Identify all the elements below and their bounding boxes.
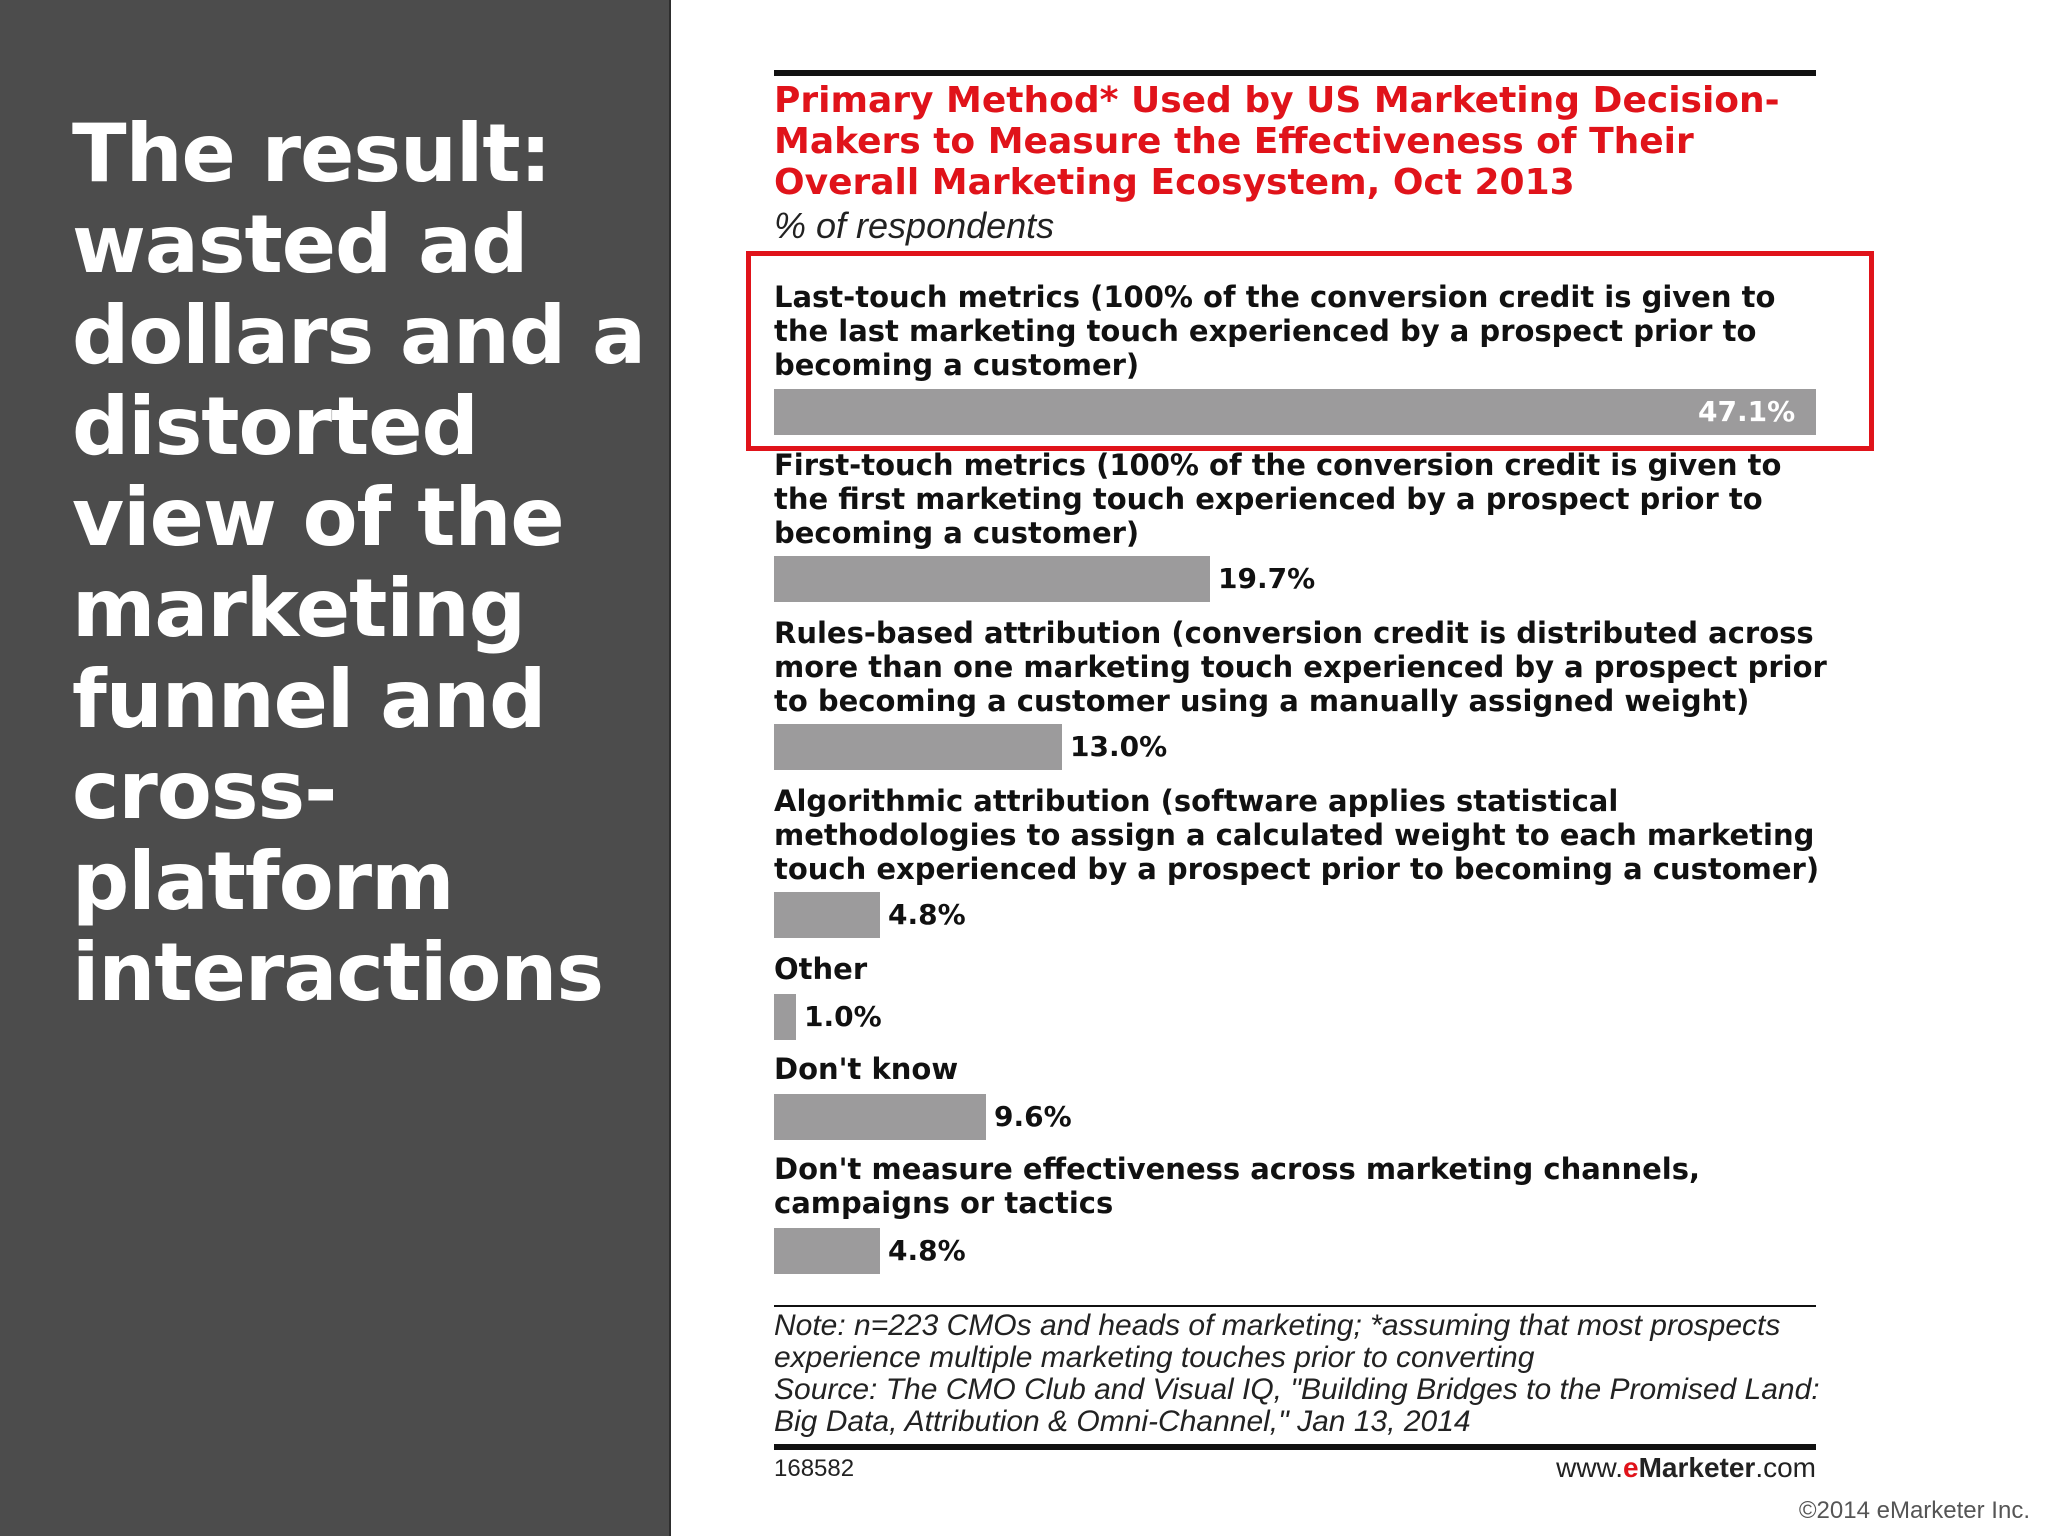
chart-id: 168582 [774,1455,855,1482]
chart-note [774,1310,1834,1438]
category-label: Rules-based attribution (conversion credit is distributed across more than one marketing touch experienced by a prospect prior to becoming a customer using a manually assigned weight) [774,616,1827,718]
note-rule [774,1305,1816,1307]
category-label: Algorithmic attribution (software applies statistical methodologies to assign a calculated weight to each marketing touch experienced by a prospect prior to becoming a customer) [774,784,1820,886]
category-label: First-touch metrics (100% of the conversion credit is given to the first marketing touch experienced by a prospect prior to becoming a customer) [774,448,1782,550]
value-label: 47.1% [1698,395,1796,428]
value-label: 1.0% [804,1000,882,1033]
bottom-rule [774,1444,1816,1450]
bar [774,1228,880,1274]
source-text: Source: The CMO Club and Visual IQ, "Building Bridges to the Promised Land: Big Data, Attribution & Omni-Channel," Jan 13, 2014 [774,1373,1820,1438]
bar [774,556,1210,602]
site-suffix: .com [1755,1452,1816,1483]
bar [774,892,880,938]
category-label: Don't measure effectiveness across marketing channels, campaigns or tactics [774,1152,1700,1220]
value-label: 13.0% [1070,730,1168,763]
bar [774,389,1816,435]
value-label: 4.8% [888,1234,966,1267]
value-label: 19.7% [1218,562,1316,595]
bar [774,1094,986,1140]
chart-subtitle: % of respondents [774,205,1055,246]
site-brand: Marketer [1638,1452,1756,1483]
value-label: 9.6% [994,1100,1072,1133]
bar [774,994,796,1040]
site-url[interactable] [1556,1452,1816,1484]
chart-title: Primary Method* Used by US Marketing Decision-Makers to Measure the Effectiveness of Their Overall Marketing Ecosystem, Oct 2013 [774,80,1780,203]
top-rule [774,70,1816,76]
copyright: ©2014 eMarketer Inc. [1798,1497,2030,1524]
category-label: Don't know [774,1052,959,1086]
category-label: Other [774,952,868,986]
note-text: Note: n=223 CMOs and heads of marketing; *assuming that most prospects experience multiple marketing touches prior to converting [774,1309,1781,1374]
slide-headline: The result: wasted ad dollars and a distorted view of the marketing funnel and cross-platform interactions [72,107,646,1019]
category-label: Last-touch metrics (100% of the conversion credit is given to the last marketing touch experienced by a prospect prior to becoming a customer) [774,280,1776,382]
value-label: 4.8% [888,898,966,931]
site-e: e [1623,1452,1639,1483]
bar [774,724,1062,770]
site-prefix: www. [1556,1452,1623,1483]
